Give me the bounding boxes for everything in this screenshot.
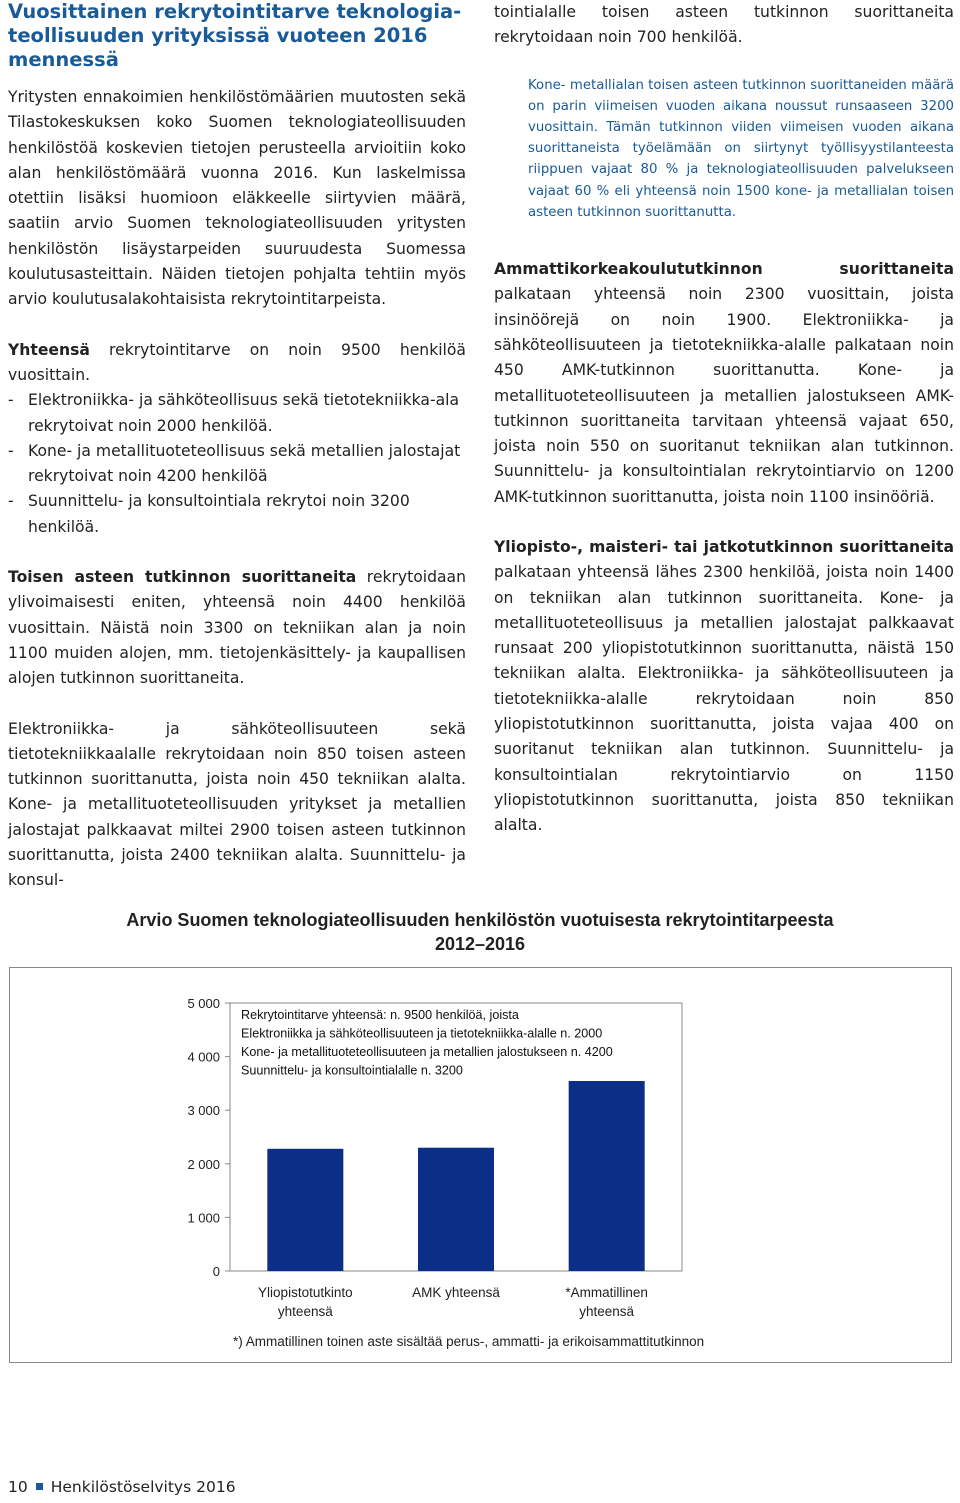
x-tick-label: yhteensä (579, 1304, 635, 1319)
chart-footnote: *) Ammatillinen toinen aste sisältää perus-, ammatti- ja erikoisammattitutkinnon (233, 1334, 705, 1349)
intro-paragraph: Yritysten ennakoimien henkilöstömäärien muutosten sekä Tilastokeskuksen koko Suomen teknologiateollisuuden henkilöstöä koskevien tietojen perusteella arvioitiin koko alan henkilöstömäärä vuonna 2016. Kun laskelmissa otettiin lisäksi huomioon eläkkeelle siirtyvien määrä, saatiin arvio Suomen teknologiateollisuuden yritysten henkilöstön lisäystarpeiden suuruudesta Suomessa koulutusasteittain. Näiden tietojen pohjalta tehtiin myös arvio koulutusalakohtaisista rekrytointitarpeista. (8, 88, 466, 309)
amk-text: palkataan yhteensä noin 2300 vuosittain, joista insinöörejä on noin 1900. Elektroniikka- ja sähköteollisuuteen ja tietotekniikka-alalle palkataan noin 450 AMK-tutkinnon suorittanutta. Kone- ja metallituoteteollisuuteen ja metallien jalostukseen AMK-tutkinnon suorittaneita tarvitaan yhteensä vajaat 650, joista noin 550 on suoritanut tekniikan alan tutkinnon. Suunnittelu- ja konsultointialan rekrytointiarvio on 1200 AMK-tutkinnon suorittanutta, joista noin 1100 insinööriä. (494, 285, 954, 506)
y-tick-label: 5 000 (187, 996, 220, 1011)
bullet-text: Kone- ja metallituoteteollisuus sekä metallien jalostajat rekrytoivat noin 4200 henkilöä (28, 441, 461, 486)
y-tick-label: 2 000 (187, 1156, 220, 1172)
y-tick-label: 1 000 (187, 1210, 220, 1226)
list-item: - Elektroniikka- ja sähköteollisuus sekä tietotekniikka-ala rekrytoivat noin 2000 henkilöä. (8, 391, 460, 435)
total-text: rekrytointitarve on noin 9500 henkilöä vuosittain. (8, 340, 466, 384)
x-tick-label: *Ammatillinen (565, 1285, 648, 1300)
footer-dot-icon (36, 1483, 43, 1490)
elektro-paragraph: Elektroniikka- ja sähköteollisuuteen sekä tietotekniikkaalalle rekrytoidaan noin 850 toisen asteen tutkinnon suorittanutta, joista noin 450 tekniikan alalta. Kone- ja metallituoteteollisuuden yritykset ja metallien jalostajat palkkaavat miltei 2900 toisen asteen tutkinnon suorittanutta, joista 2400 tekniikan alalta. Suunnittelu- ja konsul- (8, 719, 466, 890)
highlight-part-2: Tämän tutkinnon viiden viimeisen vuoden aikana suorittaneista työelämään on siirtynyt työllisyystilanteesta riippuen vajaat 80 % ja teknologiateollisuuden palvelukseen vajaat 60 % eli yhteensä noin 1500 kone- ja metallialan toisen asteen tutkinnon suorittanutta. (528, 120, 954, 220)
legend-line: Elektroniikka ja sähköteollisuuteen ja tietotekniikka-alalle n. 2000 (241, 1026, 603, 1041)
total-paragraph (8, 338, 466, 389)
total-bold: Yhteensä (8, 340, 90, 359)
chart-frame (9, 967, 952, 1363)
university-bold: Yliopisto-, maisteri- tai jatkotutkinnon suorittaneita (494, 537, 954, 556)
list-item: - Suunnittelu- ja konsultointiala rekrytoi noin 3200 henkilöä. (8, 492, 410, 536)
bullet-text: Suunnittelu- ja konsultointiala rekrytoi noin 3200 henkilöä. (28, 492, 410, 536)
second-degree-bold: Toisen asteen tutkinnon suorittaneita (8, 568, 357, 587)
continuation-paragraph: tointialalle toisen asteen tutkinnon suorittaneita rekrytoidaan noin 700 henkilöä. (494, 3, 954, 47)
legend-line: Suunnittelu- ja konsultointialalle n. 3200 (241, 1063, 463, 1078)
amk-paragraph (494, 257, 954, 510)
list-item: - Kone- ja metallituoteteollisuus sekä metallien jalostajat rekrytoivat noin 4200 henkilöä (8, 441, 461, 486)
highlight-box (494, 75, 954, 223)
y-tick-label: 4 000 (187, 1049, 220, 1065)
second-degree-paragraph (8, 565, 466, 691)
second-degree-text: rekrytoidaan ylivoimaisesti eniten, yhteensä noin 4400 henkilöä vuosittain. Näistä noin 3300 on tekniikan alan ja noin 1100 muiden alojen, mm. tietojenkäsittely- ja kaupallisen alojen tutkinnon suorittaneita. (8, 568, 467, 688)
legend-line: Rekrytointitarve yhteensä: n. 9500 henkilöä, joista (241, 1008, 519, 1022)
bar-chart (10, 968, 951, 1362)
x-tick-label: AMK yhteensä (412, 1285, 500, 1300)
highlight-text (528, 75, 954, 223)
right-column (494, 0, 954, 839)
page-number: 10 (8, 1478, 28, 1496)
bar (267, 1149, 343, 1271)
recruitment-bullets (8, 388, 466, 540)
y-tick-label: 3 000 (187, 1103, 220, 1119)
university-paragraph (494, 535, 954, 839)
highlight-part-1: Kone- metallialan toisen asteen tutkinnon suorittaneiden määrä on parin viimeisen vuoden aikana noussut runsaaseen 3200 vuosittain. (528, 77, 954, 135)
x-tick-label: Yliopistotutkinto (258, 1285, 353, 1300)
university-text: palkataan yhteensä lähes 2300 henkilöä, joista noin 1400 on tekniikan alan tutkinnon suorittaneita. Kone- ja metallituoteteollisuus ja metallien jalostajat palkkaavat runsaat 200 yliopistotutkinnon suorittanutta, näistä 150 tekniikan alalta. Elektroniikka- ja sähköteollisuuteen ja tietotekniikka-alalle rekrytoidaan noin 850 yliopistotutkinnon suorittanutta, joista vajaa 400 on suoritanut tekniikan alan tutkinnon. Suunnittelu- ja konsultointialan rekrytointiarvio on 1150 yliopistotutkinnon suorittanutta, joista 850 tekniikan alalta. (494, 563, 954, 835)
bar (418, 1148, 494, 1271)
publication-name: Henkilöstöselvitys 2016 (50, 1478, 236, 1496)
chart-title: Arvio Suomen teknologiateollisuuden henkilöstön vuotuisesta rekrytointitarpeesta 2012–2016 (126, 910, 834, 954)
left-column (8, 0, 466, 894)
bullet-text: Elektroniikka- ja sähköteollisuus sekä tietotekniikka-ala rekrytoivat noin 2000 henkilöä. (28, 391, 460, 435)
section-title: Vuosittainen rekrytointitarve teknologia-teollisuuden yrityksissä vuoteen 2016 mennessä (8, 0, 462, 71)
page-footer (8, 1478, 236, 1496)
y-tick-label: 0 (212, 1264, 220, 1279)
amk-bold: Ammattikorkeakoulututkinnon suorittaneita (494, 260, 954, 279)
x-tick-label: yhteensä (277, 1304, 333, 1319)
legend-line: Kone- ja metallituoteteollisuuteen ja metallien jalostukseen n. 4200 (241, 1045, 613, 1059)
